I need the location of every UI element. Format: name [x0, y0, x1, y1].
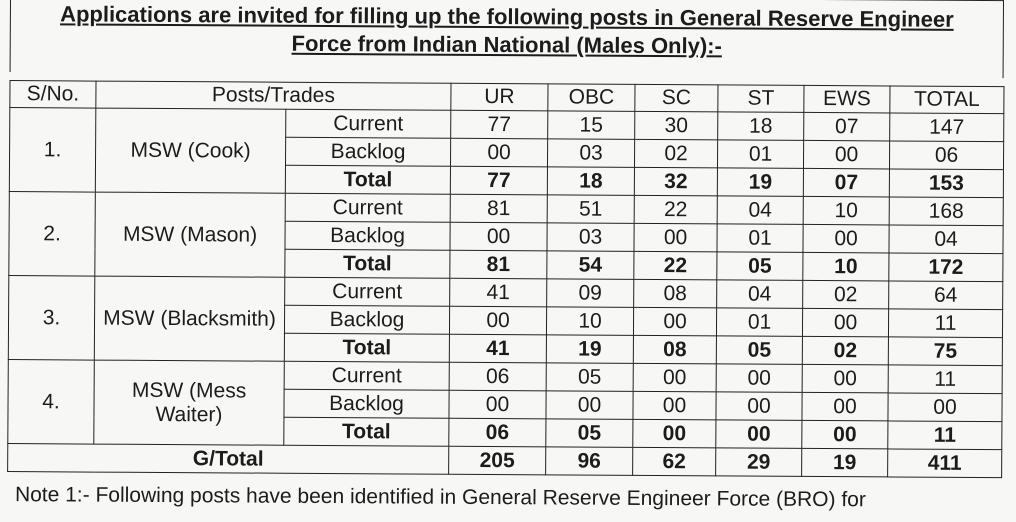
table-row — [9, 192, 1003, 226]
cell-ews: 07 — [804, 112, 890, 141]
cell-obc: 00 — [546, 391, 633, 420]
row-type: Current — [285, 277, 450, 306]
cell-obc: 51 — [547, 195, 634, 224]
serial-number: 3. — [8, 276, 95, 361]
row-type: Total — [285, 249, 450, 278]
cell-ur: 00 — [449, 390, 546, 419]
grand-total-total: 411 — [888, 449, 1002, 478]
grand-total-ews: 19 — [802, 448, 888, 477]
cell-ews: 00 — [802, 308, 888, 337]
cell-ews: 00 — [802, 392, 888, 421]
cell-total: 147 — [890, 113, 1004, 142]
cell-ur: 77 — [450, 166, 547, 195]
header-ews: EWS — [804, 85, 890, 113]
cell-ur: 81 — [450, 194, 547, 223]
row-type: Total — [285, 165, 450, 194]
header-posts: Posts/Trades — [96, 81, 451, 110]
cell-total: 168 — [889, 197, 1003, 226]
grand-total-label: G/Total — [8, 444, 449, 475]
cell-st: 01 — [717, 140, 803, 169]
cell-ur: 06 — [449, 362, 546, 391]
table-row — [10, 108, 1004, 142]
cell-obc: 05 — [546, 419, 633, 448]
cell-ews: 00 — [802, 420, 888, 449]
grand-total-ur: 205 — [449, 446, 546, 475]
grand-total-obc: 96 — [546, 447, 633, 476]
cell-sc: 00 — [633, 419, 716, 448]
cell-ews: 10 — [803, 252, 889, 281]
header-total: TOTAL — [890, 86, 1004, 114]
row-type: Backlog — [284, 305, 449, 334]
cell-ur: 77 — [451, 110, 548, 139]
cell-obc: 10 — [546, 307, 633, 336]
serial-number: 2. — [9, 192, 96, 277]
vacancy-table — [7, 80, 1004, 478]
cell-sc: 30 — [635, 111, 718, 140]
post-name: MSW (Cook) — [95, 108, 286, 193]
cell-ur: 41 — [450, 278, 547, 307]
row-type: Backlog — [285, 137, 450, 166]
cell-st: 05 — [717, 252, 803, 281]
heading-line-1: Applications are invited for filling up the following posts in General Reserve Engineer — [60, 1, 954, 32]
cell-obc: 18 — [547, 167, 634, 196]
cell-st: 19 — [717, 168, 803, 197]
cell-obc: 19 — [546, 335, 633, 364]
cell-total: 11 — [888, 309, 1002, 338]
cell-ur: 00 — [450, 222, 547, 251]
cell-total: 64 — [889, 281, 1003, 310]
cell-total: 06 — [889, 141, 1003, 170]
grand-total-sc: 62 — [633, 447, 716, 476]
row-type: Current — [285, 193, 450, 222]
cell-sc: 00 — [633, 307, 716, 336]
cell-ews: 02 — [803, 280, 889, 309]
cell-total: 04 — [889, 225, 1003, 254]
cell-st: 04 — [717, 196, 803, 225]
cell-ews: 00 — [802, 364, 888, 393]
cell-obc: 09 — [547, 279, 634, 308]
row-type: Backlog — [285, 221, 450, 250]
header-sc: SC — [635, 84, 718, 112]
cell-ur: 00 — [449, 306, 546, 335]
header-ur: UR — [451, 83, 548, 111]
cell-ews: 07 — [803, 168, 889, 197]
cell-st: 04 — [717, 280, 803, 309]
cell-total: 00 — [888, 393, 1002, 422]
grand-total-row — [8, 444, 1002, 478]
cell-st: 00 — [716, 364, 802, 393]
header-obc: OBC — [548, 84, 635, 112]
cell-sc: 00 — [634, 223, 717, 252]
post-name: MSW (Blacksmith) — [94, 276, 285, 361]
cell-total: 172 — [889, 253, 1003, 282]
cell-ur: 06 — [449, 418, 546, 447]
cell-ews: 00 — [803, 140, 889, 169]
post-name: MSW (Mason) — [95, 192, 286, 277]
cell-st: 05 — [716, 336, 802, 365]
cell-st: 00 — [716, 420, 802, 449]
table-row — [9, 276, 1003, 310]
cell-st: 01 — [717, 224, 803, 253]
cell-ews: 02 — [802, 336, 888, 365]
cell-sc: 22 — [634, 251, 717, 280]
serial-number: 1. — [9, 108, 96, 193]
heading-line-2: Force from Indian National (Males Only):- — [291, 30, 722, 59]
grand-total-st: 29 — [716, 448, 802, 477]
note-text: Note 1:- Following posts have been identified in General Reserve Engineer Force (BRO) for — [14, 483, 866, 512]
post-name: MSW (Mess Waiter) — [94, 360, 285, 445]
row-type: Total — [284, 417, 449, 446]
cell-ews: 00 — [803, 224, 889, 253]
row-type: Current — [284, 361, 449, 390]
row-type: Total — [284, 333, 449, 362]
cell-obc: 15 — [548, 111, 635, 140]
header-st: ST — [718, 85, 804, 113]
cell-total: 75 — [888, 337, 1002, 366]
heading-box — [10, 0, 1004, 78]
cell-sc: 02 — [634, 139, 717, 168]
cell-obc: 03 — [547, 139, 634, 168]
cell-total: 11 — [888, 365, 1002, 394]
row-type: Current — [286, 109, 451, 138]
cell-ur: 00 — [450, 138, 547, 167]
table-row — [8, 360, 1002, 394]
cell-obc: 03 — [547, 223, 634, 252]
cell-total: 11 — [888, 421, 1002, 450]
cell-st: 01 — [716, 308, 802, 337]
cell-sc: 08 — [634, 279, 717, 308]
cell-ews: 10 — [803, 196, 889, 225]
cell-sc: 08 — [633, 335, 716, 364]
cell-obc: 05 — [546, 363, 633, 392]
cell-st: 18 — [718, 112, 804, 141]
cell-st: 00 — [716, 392, 802, 421]
cell-total: 153 — [889, 169, 1003, 198]
cell-sc: 22 — [634, 195, 717, 224]
cell-sc: 32 — [634, 167, 717, 196]
cell-sc: 00 — [633, 391, 716, 420]
row-type: Backlog — [284, 389, 449, 418]
header-sno: S/No. — [10, 81, 96, 109]
cell-ur: 41 — [449, 334, 546, 363]
cell-ur: 81 — [450, 250, 547, 279]
cell-obc: 54 — [547, 251, 634, 280]
serial-number: 4. — [8, 360, 95, 445]
cell-sc: 00 — [633, 363, 716, 392]
